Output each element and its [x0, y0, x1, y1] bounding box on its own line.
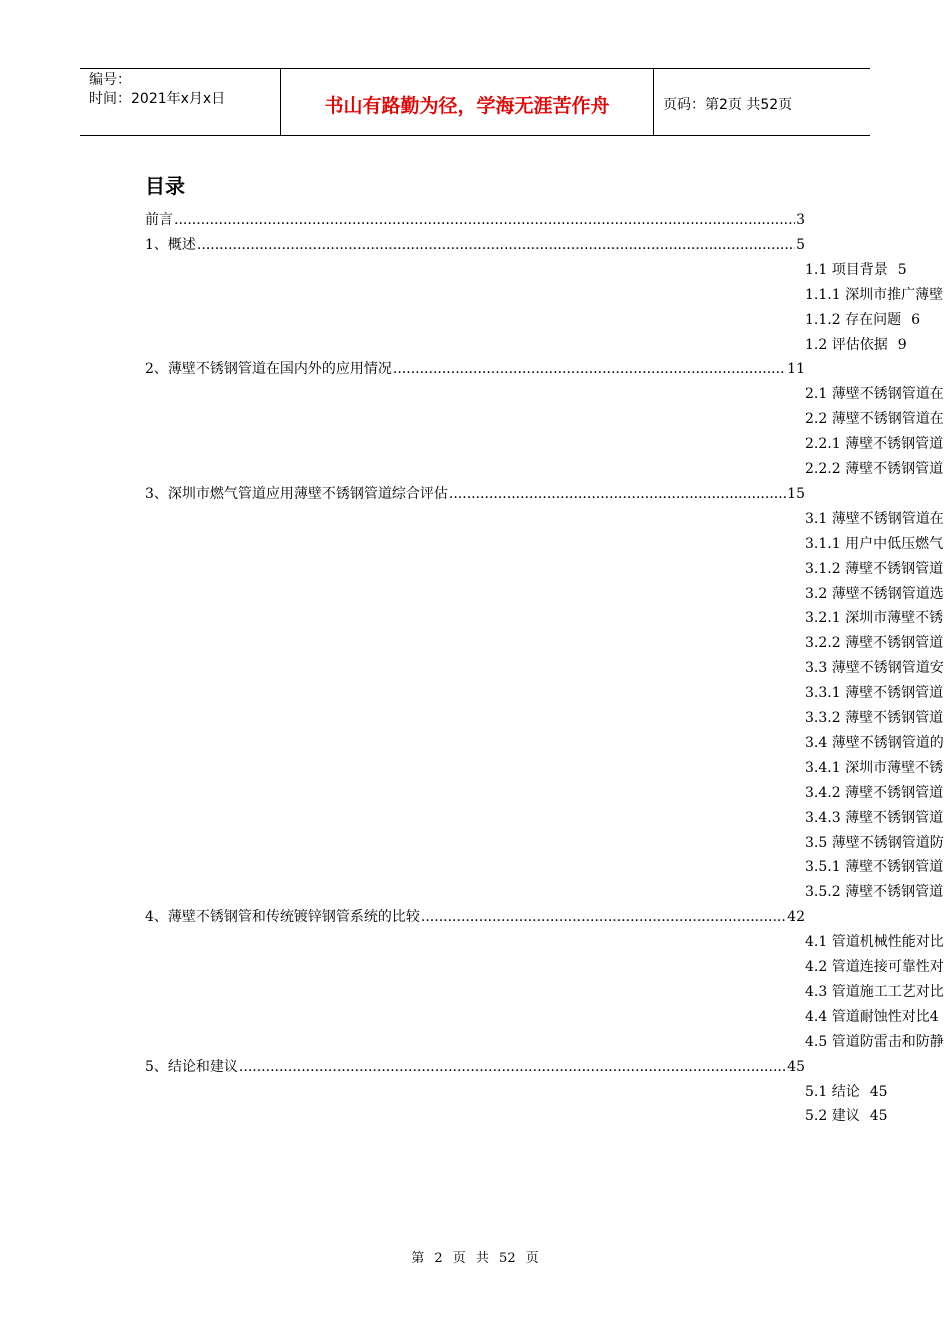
toc-section-entry[interactable]: [805, 756, 950, 781]
toc-section-entry[interactable]: [805, 532, 950, 557]
toc-section-entry[interactable]: [805, 333, 950, 358]
toc-entry-page: 3: [796, 212, 805, 228]
toc-entry-title: 3.1 薄壁不锈钢管道在: [805, 510, 944, 527]
toc-section-entry[interactable]: [805, 806, 950, 831]
toc-section-entry[interactable]: [805, 631, 950, 656]
toc-entry-title: 3.5.1 薄壁不锈钢管道: [805, 859, 944, 876]
toc-entry-page: 15: [787, 485, 805, 502]
toc-entry-title: 3.3.2 薄壁不锈钢管道: [805, 710, 944, 726]
toc-entry-page: 5: [796, 236, 805, 253]
header-motto: 书山有路勤为径，学海无涯苦作舟: [281, 69, 654, 135]
toc-entry-title: 3.4.1 深圳市薄壁不锈: [805, 759, 944, 776]
toc-chapter-entry[interactable]: [145, 357, 805, 382]
toc-dot-leader: [174, 208, 795, 233]
toc-entry-title: 2.1 薄壁不锈钢管道在: [805, 386, 944, 403]
toc-entry-title: 4.2 管道连接可靠性对: [805, 959, 944, 975]
toc-section-entry[interactable]: [805, 930, 950, 955]
document-number-label: 编号：: [89, 72, 131, 88]
toc-entry-title: 4.1 管道机械性能对比: [805, 934, 944, 951]
toc-section-entry[interactable]: [805, 1104, 950, 1129]
toc-entry-title: 3.4 薄壁不锈钢管道的: [805, 734, 944, 751]
toc-entry-title: 4、薄壁不锈钢管和传统镀锌钢管系统的比较: [145, 909, 420, 926]
toc-entry-page: 45: [869, 1083, 888, 1100]
toc-entry-title: 5.1 结论: [805, 1083, 860, 1100]
toc-section-entry[interactable]: [805, 258, 950, 283]
toc-title: 目录: [145, 174, 185, 198]
page-header: [80, 68, 870, 136]
toc-entry-title: 1、概述: [145, 236, 196, 253]
toc-entry-title: 2.2.1 薄壁不锈钢管道: [805, 436, 944, 453]
toc-entry-title: 1.1 项目背景: [805, 261, 888, 278]
toc-section-entry[interactable]: [805, 706, 950, 731]
toc-entry-title: 4.4 管道耐蚀性对比4: [805, 1008, 939, 1025]
toc-entry-page: 5: [897, 261, 907, 278]
toc-entry-title: 3、深圳市燃气管道应用薄壁不锈钢管道综合评估: [145, 485, 448, 502]
toc-entry-page: 11: [787, 361, 805, 378]
toc-entry-page: 6: [911, 311, 920, 328]
toc-entry-title: 3.3 薄壁不锈钢管道安: [805, 660, 944, 677]
toc-section-entry[interactable]: [805, 382, 950, 407]
toc-entry-title: 3.2.1 深圳市薄壁不锈: [805, 610, 944, 627]
header-meta: [80, 69, 281, 135]
toc-section-entry[interactable]: [805, 606, 950, 631]
toc-section-entry[interactable]: [805, 955, 950, 980]
page-footer: 第 2 页 共 52 页: [411, 1251, 539, 1266]
toc-dot-leader: [239, 1055, 786, 1080]
toc-section-entry[interactable]: [805, 432, 950, 457]
toc-entry-title: 3.1.2 薄壁不锈钢管道: [805, 560, 944, 577]
toc-entry-title: 1.1.2 存在问题: [805, 311, 902, 328]
toc-section-entry[interactable]: [805, 1080, 950, 1105]
toc-entry-title: 5、结论和建议: [145, 1058, 238, 1075]
toc-section-entry[interactable]: [805, 781, 950, 806]
toc-entry-title: 1.2 评估依据: [805, 336, 888, 353]
toc-section-entry[interactable]: [805, 731, 950, 756]
toc-entry-title: 3.4.2 薄壁不锈钢管道: [805, 784, 944, 801]
toc-section-entry[interactable]: [805, 457, 950, 482]
toc-entry-title: 2.2.2 薄壁不锈钢管道: [805, 461, 944, 477]
toc-section-entry[interactable]: [805, 308, 950, 333]
toc-dot-leader: [421, 905, 786, 930]
toc-section-entry[interactable]: [805, 1005, 950, 1030]
toc-entry-title: 4.3 管道施工工艺对比: [805, 983, 944, 1000]
toc-section-entry[interactable]: [805, 407, 950, 432]
toc-entry-title: 3.5 薄壁不锈钢管道防: [805, 834, 944, 851]
toc-entry-title: 3.2 薄壁不锈钢管道选: [805, 585, 944, 602]
toc-chapter-entry[interactable]: [145, 233, 805, 258]
toc-dot-leader: [197, 233, 795, 258]
toc-section-entry[interactable]: [805, 507, 950, 532]
toc-entry-title: 2、薄壁不锈钢管道在国内外的应用情况: [145, 361, 392, 378]
toc-section-entry[interactable]: [805, 880, 950, 905]
toc-section-entry[interactable]: [805, 557, 950, 582]
toc-entry-title: 3.5.2 薄壁不锈钢管道: [805, 884, 944, 901]
toc-entry-page: 42: [787, 909, 805, 926]
toc-section-entry[interactable]: [805, 831, 950, 856]
toc-entry-title: 3.1.1 用户中低压燃气: [805, 535, 944, 552]
document-date-label: 时间：2021年x月x日: [89, 91, 226, 107]
toc-entry-title: 1.1.1 深圳市推广薄壁: [805, 286, 944, 303]
toc-entry-page: 45: [869, 1108, 888, 1125]
toc-entry-title: 4.5 管道防雷击和防静: [805, 1033, 944, 1050]
toc-chapter-entry[interactable]: [145, 208, 805, 233]
toc-section-entry[interactable]: [805, 582, 950, 607]
toc-section-entry[interactable]: [805, 283, 950, 308]
toc-entry-title: 2.2 薄壁不锈钢管道在: [805, 411, 944, 428]
toc-entry-title: 前言: [145, 212, 173, 228]
toc-section-entry[interactable]: [805, 656, 950, 681]
toc-entry-title: 5.2 建议: [805, 1108, 860, 1125]
toc-section-entry[interactable]: [805, 980, 950, 1005]
toc-entry-page: 9: [897, 336, 907, 353]
toc-dot-leader: [393, 357, 786, 382]
toc-chapter-entry[interactable]: [145, 482, 805, 507]
toc-chapter-entry[interactable]: [145, 905, 805, 930]
toc-entry-title: 3.4.3 薄壁不锈钢管道: [805, 809, 944, 826]
toc-entry-title: 3.3.1 薄壁不锈钢管道: [805, 685, 944, 702]
toc-section-entry[interactable]: [805, 855, 950, 880]
toc-dot-leader: [449, 482, 786, 507]
toc-section-entry[interactable]: [805, 681, 950, 706]
toc-chapter-entry[interactable]: [145, 1055, 805, 1080]
toc-entry-title: 3.2.2 薄壁不锈钢管道: [805, 635, 944, 652]
toc-entry-page: 45: [787, 1058, 805, 1075]
header-page-info: 页码：第2页 共52页: [663, 97, 793, 113]
toc-section-entry[interactable]: [805, 1030, 950, 1055]
